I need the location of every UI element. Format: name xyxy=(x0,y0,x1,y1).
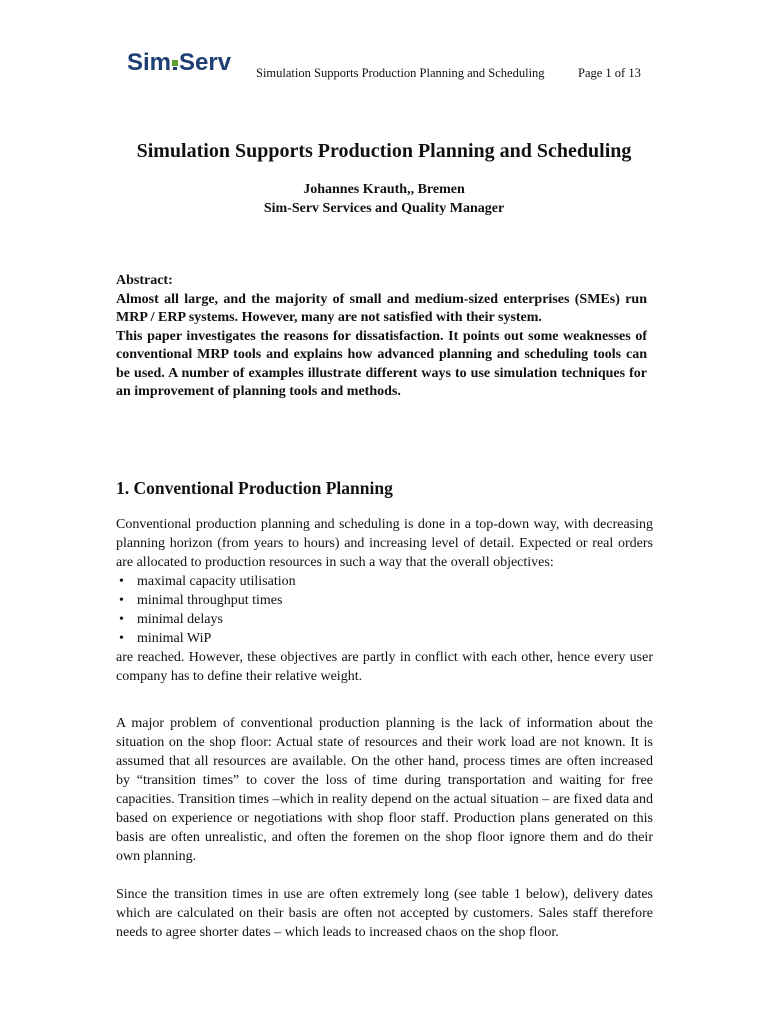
section-paragraph-3: Since the transition times in use are often extremely long (see table 1 below), delivery dates which are calculated on their basis are often not accepted by customers. Sales staff therefore needs to agree shorter dates – which leads to increased chaos on the shop floor. xyxy=(116,887,653,940)
section-paragraph-1 xyxy=(116,515,653,686)
list-item: • minimal delays xyxy=(116,610,653,629)
abstract xyxy=(116,272,647,402)
abstract-label: Abstract: xyxy=(116,273,173,288)
paragraph-outro: are reached. However, these objectives are partly in conflict with each other, hence every user company has to define their relative weight. xyxy=(116,650,653,684)
paragraph-intro: Conventional production planning and scheduling is done in a top-down way, with decreasing planning horizon (from years to hours) and increasing level of detail. Expected or real orders are allocated to production resources in such a way that the overall objectives: xyxy=(116,517,653,570)
list-item: • minimal throughput times xyxy=(116,591,653,610)
author-role: Sim-Serv Services and Quality Manager xyxy=(263,201,505,216)
section-heading: 1. Conventional Production Planning xyxy=(116,478,393,498)
section-paragraph-2: A major problem of conventional production planning is the lack of information about the situation on the shop floor: Actual state of resources and their work load are not known. It is assumed that all resources are available. On the other hand, process times are often increased by “transition times” to cover the loss of time during transportation and waiting for free capacities. Transition times –which in reality depend on the actual situation – are fixed data and based on experience or negotiations with shop floor staff. Production plans generated on this basis are often unrealistic, and often the foremen on the shop floor ignore them and do their own planning. xyxy=(116,716,653,864)
list-item: • maximal capacity utilisation xyxy=(116,572,653,591)
page-number: Page 1 of 13 xyxy=(578,66,641,80)
author-line: Johannes Krauth,, Bremen xyxy=(303,182,465,197)
sim-serv-logo: Sim Serv xyxy=(127,49,232,76)
objectives-list xyxy=(116,572,653,648)
running-header-title: Simulation Supports Production Planning and Scheduling xyxy=(256,66,545,80)
abstract-paragraph-1: Almost all large, and the majority of small and medium-sized enterprises (SMEs) run MRP / ERP systems. However, many are not satisfied with their system. xyxy=(116,291,647,325)
abstract-paragraph-2: This paper investigates the reasons for dissatisfaction. It points out some weaknesses of conventional MRP tools and explains how advanced planning and scheduling tools can be used. A number of examples illustrate different ways to use simulation techniques for an improvement of planning tools and methods. xyxy=(116,328,647,399)
list-item: • minimal WiP xyxy=(116,629,653,648)
document-title: Simulation Supports Production Planning and Scheduling xyxy=(136,140,632,162)
